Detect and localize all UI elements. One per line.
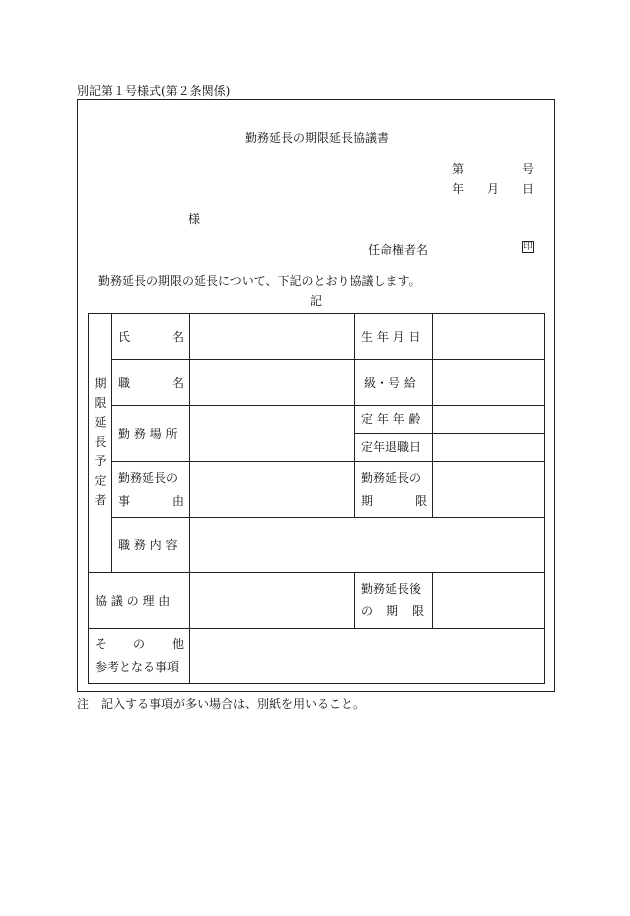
- doc-number-suffix: 号: [522, 162, 535, 176]
- label-after-term-2b: 期: [386, 604, 399, 618]
- label-after-term-2c: 限: [412, 604, 425, 618]
- label-other-1a: そ: [95, 637, 108, 651]
- addressee-suffix: 様: [188, 212, 201, 226]
- label-retirement-date: 定年退職日: [361, 440, 422, 454]
- label-after-term-2a: の: [361, 604, 374, 618]
- form-number: 別記第１号様式(第２条関係): [77, 84, 231, 98]
- body-text: 勤務延長の期限の延長について、下記のとおり協議します。: [98, 274, 421, 288]
- form-title: 勤務延長の期限延長協議書: [245, 131, 390, 145]
- doc-number-prefix: 第: [452, 162, 465, 176]
- label-birthdate: 生 年 月 日: [361, 330, 421, 344]
- label-name-1: 氏: [118, 330, 131, 344]
- label-title-2: 名: [172, 376, 185, 390]
- label-other-2: 参考となる事項: [95, 660, 180, 674]
- date-year: 年: [452, 182, 465, 196]
- seal-mark: 印: [523, 242, 533, 252]
- label-term-1: 勤務延長の: [361, 471, 422, 485]
- label-term-2a: 期: [361, 494, 374, 508]
- label-reason-2a: 事: [118, 494, 131, 508]
- label-after-term-1: 勤務延長後: [361, 582, 422, 596]
- label-name-2: 名: [172, 330, 185, 344]
- footnote: 注 記入する事項が多い場合は、別紙を用いること。: [77, 697, 366, 711]
- authority-label: 任命権者名: [368, 243, 429, 257]
- label-term-2b: 限: [415, 494, 428, 508]
- date-day: 日: [522, 182, 535, 196]
- label-reason-1: 勤務延長の: [118, 471, 179, 485]
- label-grade: 級・号 給: [364, 376, 416, 390]
- label-other-1c: 他: [172, 637, 185, 651]
- date-month: 月: [487, 182, 500, 196]
- label-title-1: 職: [118, 376, 131, 390]
- label-reason-2b: 由: [172, 494, 185, 508]
- label-retirement-age: 定 年 年 齢: [361, 412, 421, 426]
- label-other-1b: の: [133, 637, 146, 651]
- label-duties: 職 務 内 容: [118, 538, 178, 552]
- group-label-vertical: 期限延長予定者: [93, 377, 107, 513]
- label-consult-reason: 協 議 の 理 由: [95, 594, 171, 608]
- label-workplace: 勤 務 場 所: [118, 427, 178, 441]
- ki-heading: 記: [310, 294, 323, 308]
